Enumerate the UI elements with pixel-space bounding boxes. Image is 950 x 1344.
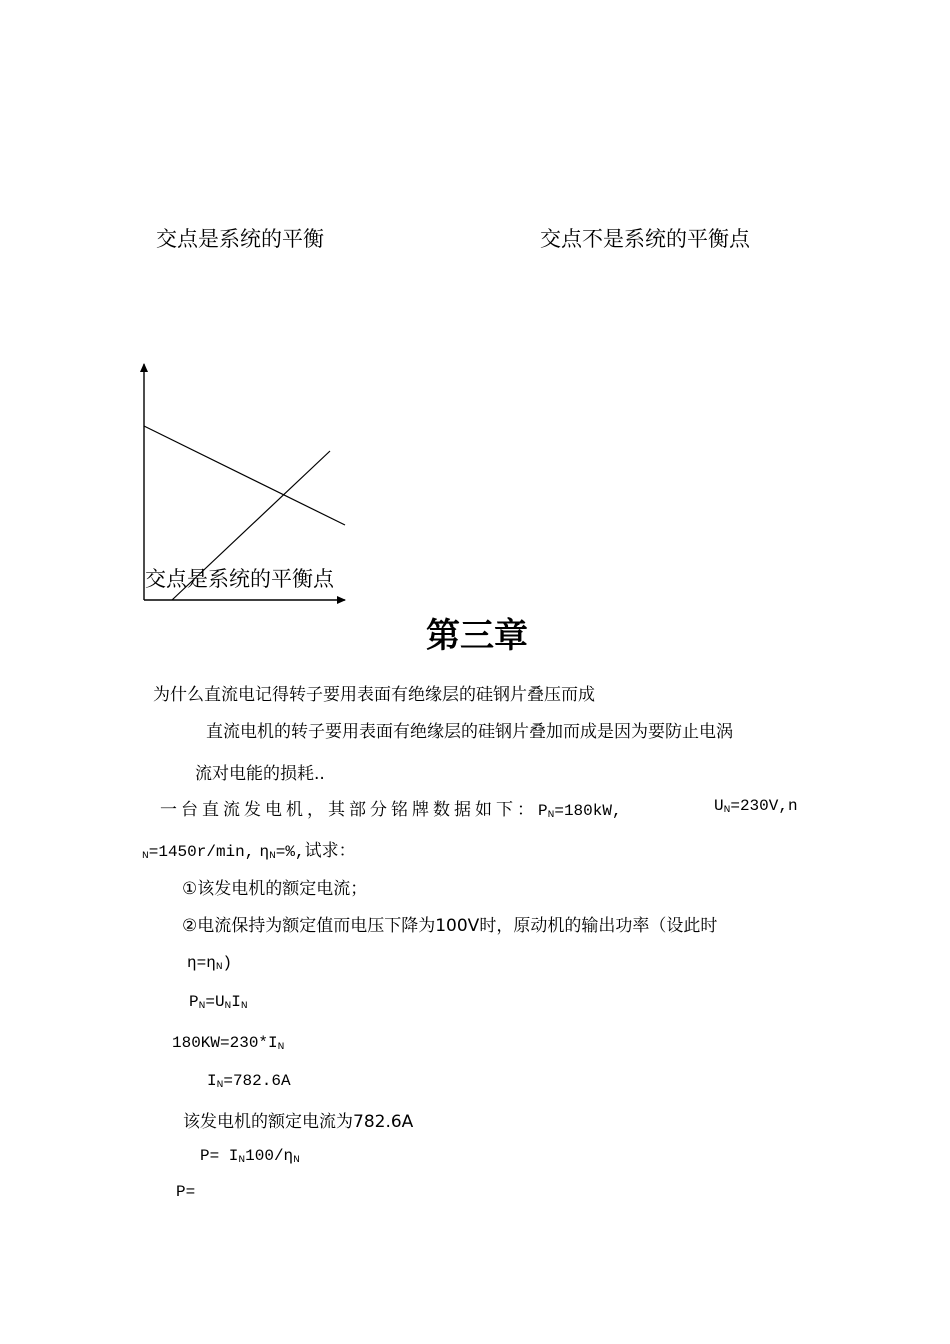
pn-label: P	[538, 802, 548, 820]
item-1: ①该发电机的额定电流；	[182, 879, 368, 899]
un-value: =230V,n	[730, 797, 798, 815]
eta-value: =%,	[275, 843, 305, 861]
eta-equality: η=η	[187, 954, 216, 972]
item-2-line2	[187, 952, 232, 972]
close-paren: )	[222, 954, 233, 972]
graph-label: 交点是系统的平衡点	[145, 567, 334, 591]
formula-substitution: $180KW=230*I_N$	[172, 1034, 285, 1052]
eta-equality-sub: N	[215, 962, 223, 972]
formula-pn: $P_N=U_NI_N$	[189, 993, 248, 1011]
conclusion: 该发电机的额定电流为782.6A	[183, 1112, 414, 1132]
item-2-line1: ②电流保持为额定值而电压下降为100V时，原动机的输出功率（设此时	[182, 916, 718, 936]
chapter-title: 第三章	[426, 616, 528, 656]
formula-p-blank: P=	[176, 1183, 196, 1201]
formula-in-result: $I_N=782.6A$	[207, 1072, 291, 1090]
question-1: 为什么直流电记得转子要用表面有绝缘层的硅钢片叠压而成	[153, 685, 595, 705]
un-rating	[714, 795, 798, 815]
nn-value: =1450r/min,	[148, 843, 255, 861]
eta-symbol: η	[259, 843, 270, 861]
descending-line	[144, 426, 345, 525]
pn-value: =180kW,	[554, 802, 622, 820]
answer-1-line2: 流对电能的损耗..	[195, 764, 325, 784]
caption-left: 交点是系统的平衡	[156, 227, 324, 251]
intro-text: 一台直流发电机，其部分铭牌数据如下：	[160, 800, 538, 820]
formula-power: $P= I_N100/\eta_N$	[200, 1147, 300, 1165]
caption-right: 交点不是系统的平衡点	[540, 227, 750, 251]
question-2-intro-line2	[142, 836, 356, 861]
ask-text: 试求：	[304, 841, 356, 861]
question-2-intro	[160, 795, 622, 820]
pn-sub: N	[547, 810, 555, 820]
nn-sub: N	[142, 851, 149, 861]
eta-sub: N	[269, 851, 276, 861]
un-label: U	[714, 797, 724, 815]
answer-1-line1: 直流电机的转子要用表面有绝缘层的硅钢片叠加而成是因为要防止电涡	[206, 722, 733, 742]
un-sub: N	[723, 805, 731, 815]
